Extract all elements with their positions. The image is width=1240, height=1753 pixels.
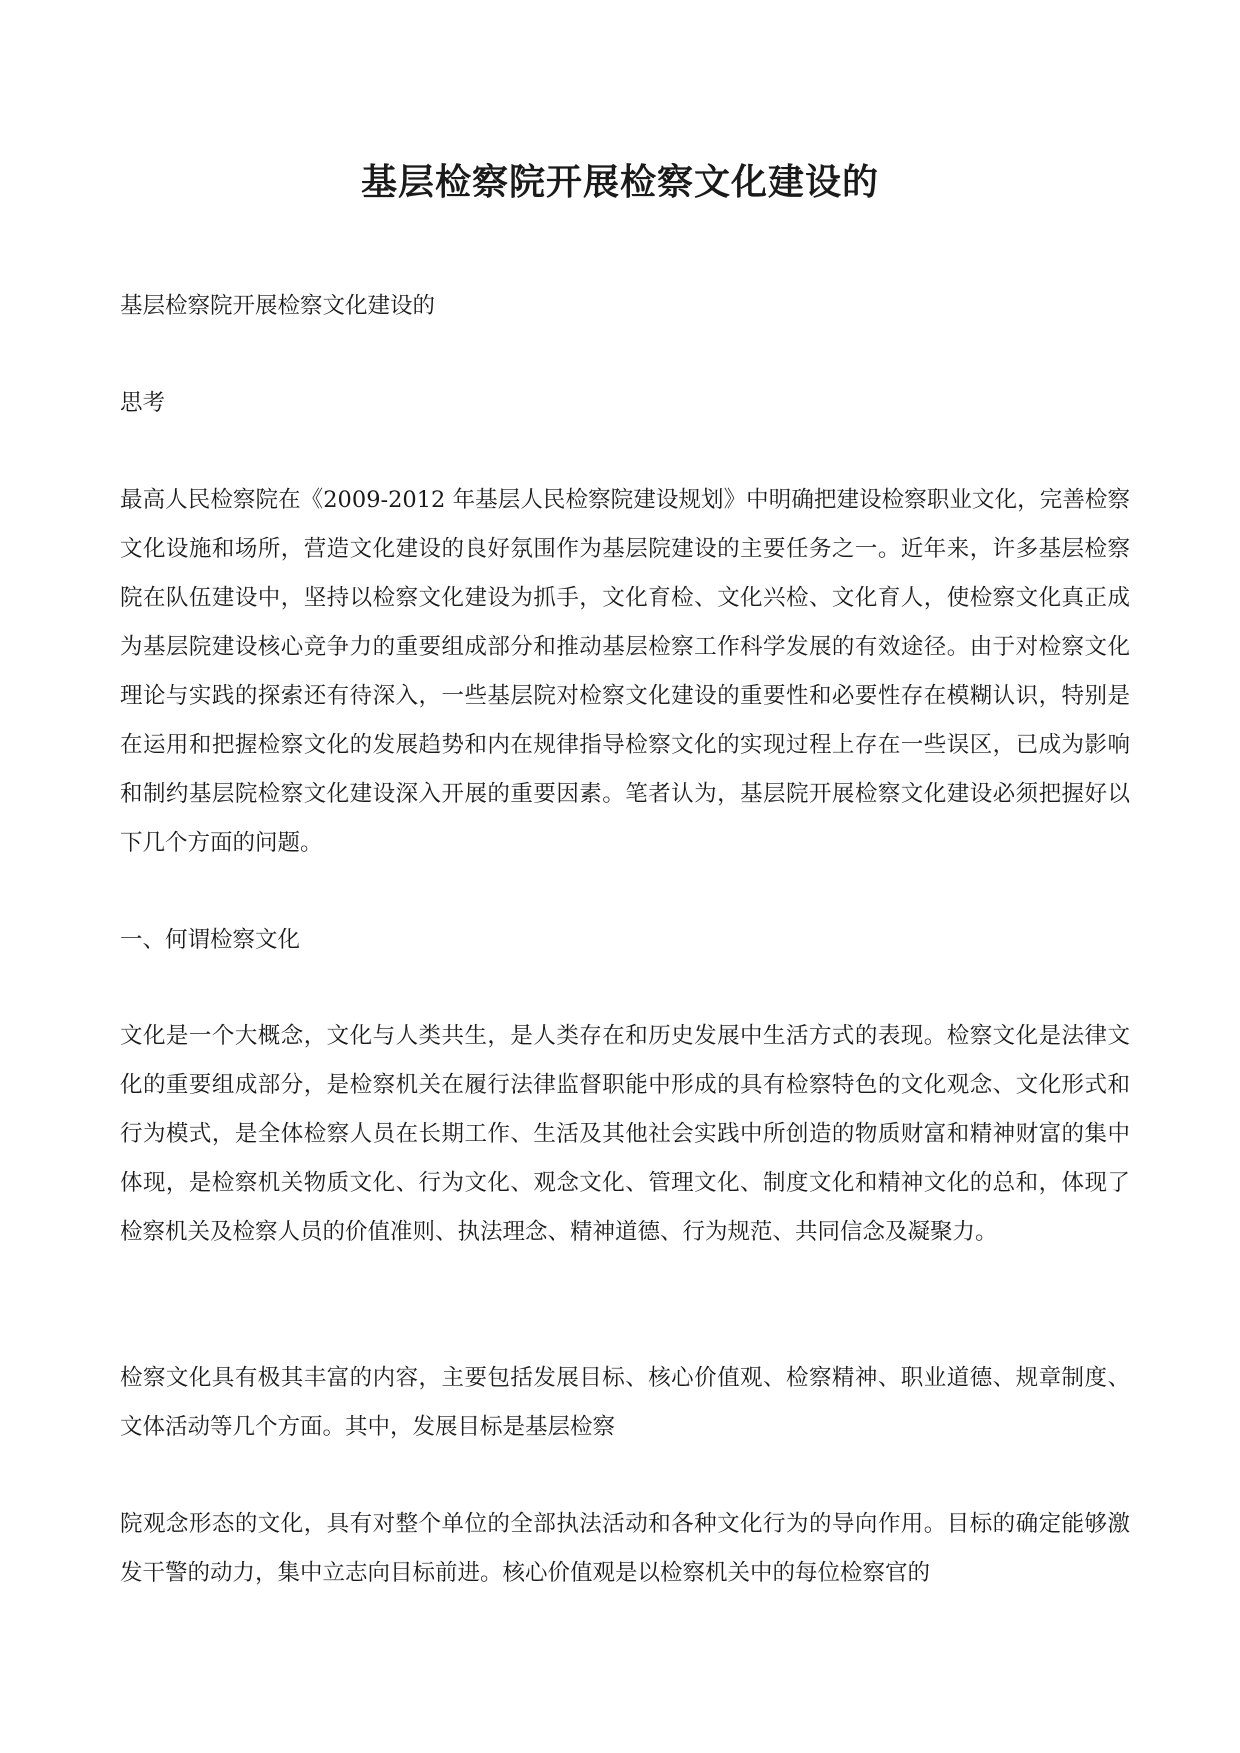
document-title: 基层检察院开展检察文化建设的	[360, 162, 879, 203]
intro-paragraph: 最高人民检察院在《2009-2012 年基层人民检察院建设规划》中明确把建设检察职业文化，完善检察文化设施和场所，营造文化建设的良好氛围作为基层院建设的主要任务之一。近年来，许多基层检察院在队伍建设中，坚持以检察文化建设为抓手，文化育检、文化兴检、文化育人，使检察文化真正成为基层院建设核心竞争力的重要组成部分和推动基层检察工作科学发展的有效途径。由于对检察文化理论与实践的探索还有待深入，一些基层院对检察文化建设的重要性和必要性存在模糊认识，特别是在运用和把握检察文化的发展趋势和内在规律指导检察文化的实现过程上存在一些误区，已成为影响和制约基层院检察文化建设深入开展的重要因素。笔者认为，基层院开展检察文化建设必须把握好以下几个方面的问题。	[120, 487, 1130, 856]
section-heading-1: 一、何谓检察文化	[120, 927, 301, 953]
subtitle-line-2: 思考	[120, 390, 166, 416]
body-paragraph-1: 文化是一个大概念，文化与人类共生，是人类存在和历史发展中生活方式的表现。检察文化是法律文化的重要组成部分，是检察机关在履行法律监督职能中形成的具有检察特色的文化观念、文化形式和行为模式，是全体检察人员在长期工作、生活及其他社会实践中所创造的物质财富和精神财富的集中体现，是检察机关物质文化、行为文化、观念文化、管理文化、制度文化和精神文化的总和，体现了检察机关及检察人员的价值准则、执法理念、精神道德、行为规范、共同信念及凝聚力。	[120, 1023, 1130, 1245]
body-paragraph-2: 检察文化具有极其丰富的内容，主要包括发展目标、核心价值观、检察精神、职业道德、规章制度、文体活动等几个方面。其中，发展目标是基层检察	[120, 1365, 1130, 1440]
subtitle-line-1: 基层检察院开展检察文化建设的	[120, 293, 436, 319]
body-paragraph-3: 院观念形态的文化，具有对整个单位的全部执法活动和各种文化行为的导向作用。目标的确定能够激发干警的动力，集中立志向目标前进。核心价值观是以检察机关中的每位检察官的	[120, 1511, 1130, 1586]
